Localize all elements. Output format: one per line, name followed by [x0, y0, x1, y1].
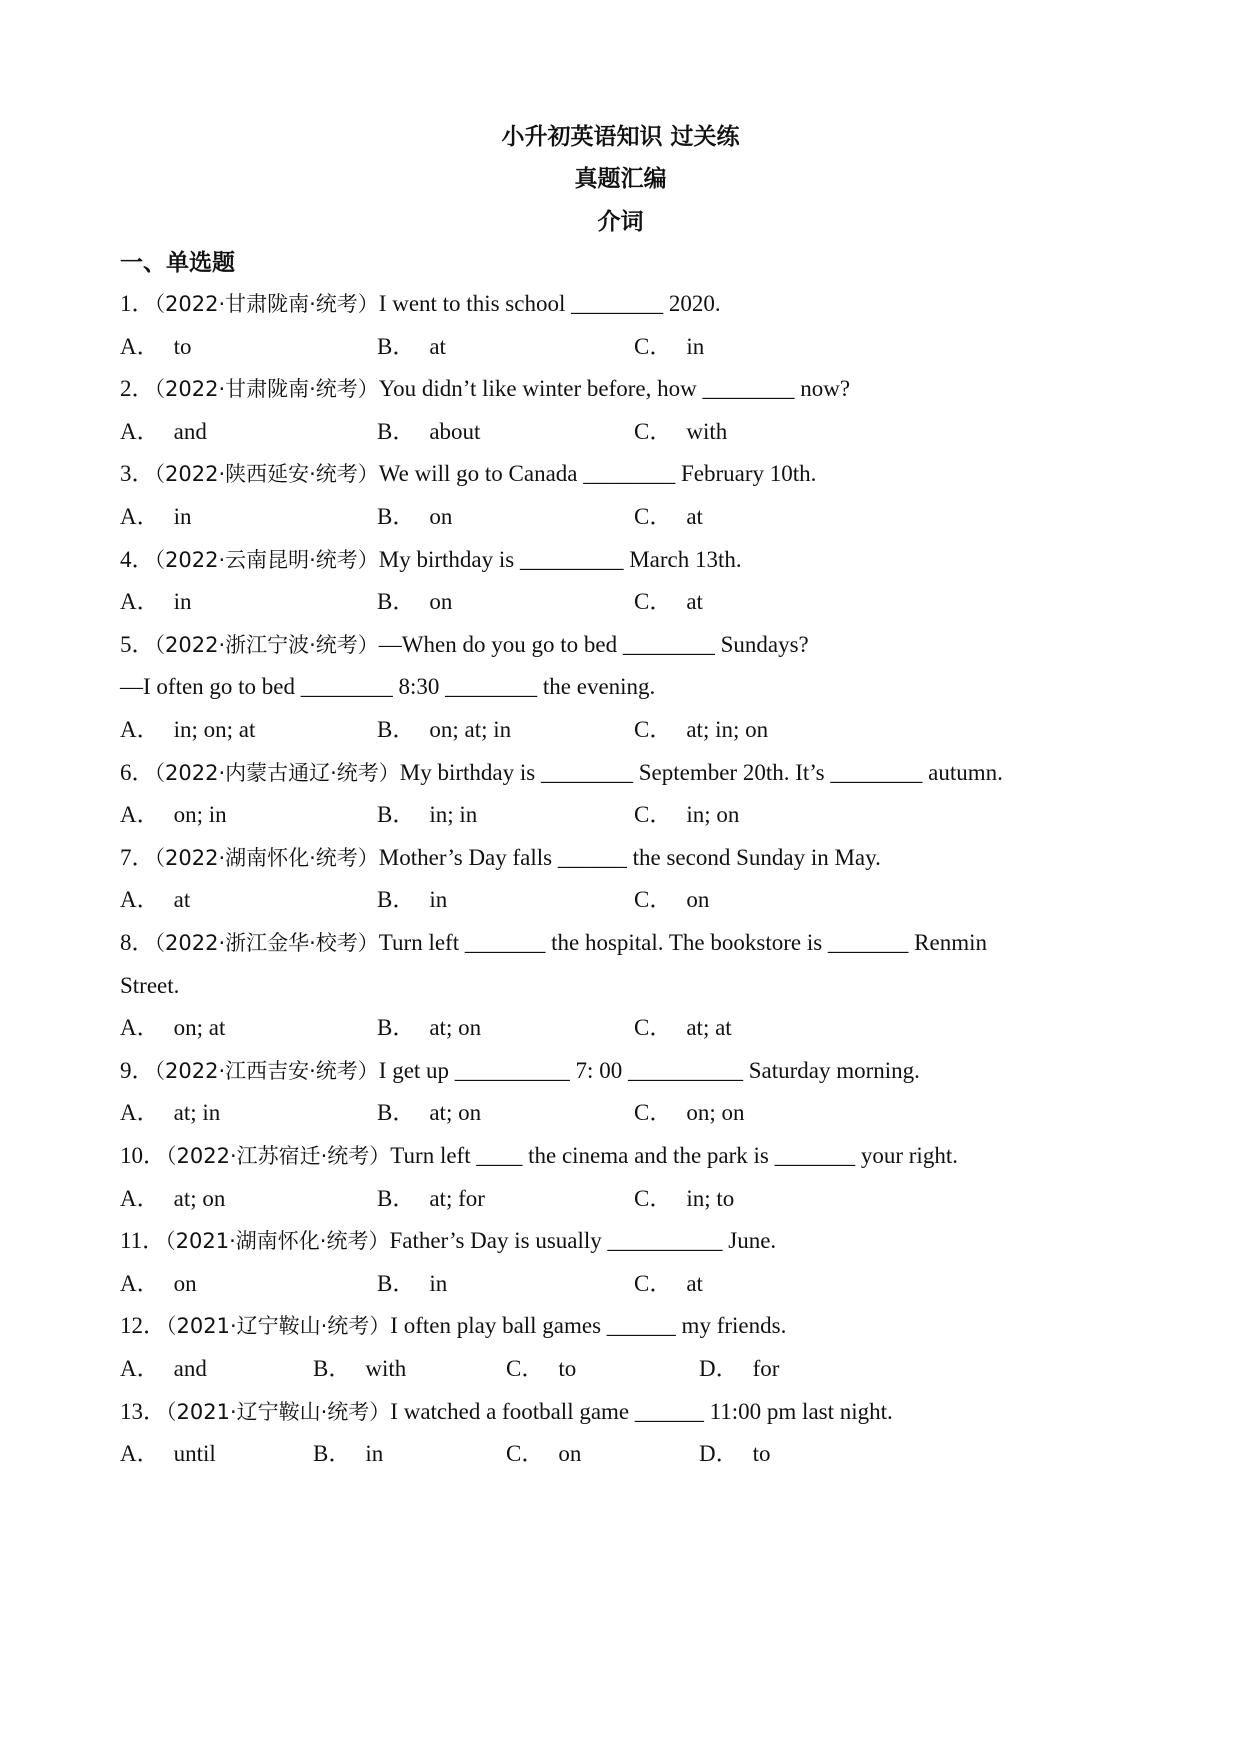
answer-option[interactable]: [377, 885, 447, 915]
question-text: Father’s Day is usually __________ June.: [389, 1228, 777, 1254]
option-label: C．: [506, 1441, 545, 1467]
option-label: C．: [634, 333, 673, 359]
answer-option[interactable]: [377, 1098, 481, 1128]
answer-option[interactable]: [377, 1013, 481, 1043]
option-label: A．: [120, 589, 160, 615]
option-label: B．: [377, 589, 416, 615]
answer-option[interactable]: [506, 1354, 576, 1384]
question-source: （2022·云南昆明·统考）: [154, 547, 379, 572]
option-text: in: [429, 1270, 448, 1296]
answer-option[interactable]: [120, 1354, 207, 1384]
question-source: （2021·辽宁鞍山·统考）: [166, 1314, 391, 1339]
answer-option[interactable]: [120, 885, 190, 915]
question-text: My birthday is _________ March 13th.: [378, 546, 742, 572]
answer-option[interactable]: [634, 885, 709, 915]
option-label: A．: [120, 418, 160, 444]
option-label: B．: [377, 1100, 416, 1126]
option-text: on: [429, 504, 453, 529]
answer-option[interactable]: [377, 417, 480, 447]
option-label: C．: [634, 418, 673, 444]
option-label: C．: [634, 887, 673, 913]
option-text: in: [429, 887, 448, 913]
answer-option[interactable]: [120, 332, 192, 362]
option-text: on; at: [173, 1015, 226, 1041]
option-label: B．: [377, 1185, 416, 1211]
answer-option[interactable]: [120, 1269, 197, 1299]
answer-option[interactable]: [634, 587, 703, 617]
option-text: to: [558, 1356, 577, 1381]
question-number: 7．: [120, 844, 155, 870]
question-stem: [120, 459, 1130, 489]
option-text: on; at; in: [429, 717, 512, 742]
option-text: at; in: [173, 1100, 221, 1126]
option-text: at; for: [429, 1185, 485, 1211]
question-number: 13．: [120, 1398, 166, 1424]
option-label: B．: [377, 333, 416, 359]
option-text: at: [686, 589, 703, 615]
option-text: about: [429, 418, 481, 444]
option-text: at: [686, 504, 703, 529]
topic-title: 介词: [597, 209, 644, 235]
option-label: D．: [699, 1356, 739, 1381]
option-label: A．: [120, 504, 160, 529]
option-label: B．: [377, 504, 416, 529]
question-stem: [120, 1056, 1130, 1086]
option-text: to: [173, 333, 192, 359]
question-number: 1．: [120, 291, 155, 316]
question-number: 4．: [120, 546, 155, 572]
option-text: on; on: [686, 1100, 745, 1126]
answer-option[interactable]: [120, 1439, 216, 1469]
question-source: （2022·甘肃陇南·统考）: [154, 377, 379, 402]
option-label: B．: [377, 717, 416, 742]
option-label: A．: [120, 1356, 160, 1381]
question-text: I get up __________ 7: 00 __________ Saturday morning.: [378, 1057, 920, 1083]
answer-option[interactable]: [634, 715, 768, 745]
option-label: A．: [120, 887, 160, 913]
answer-option[interactable]: [699, 1439, 771, 1469]
question-number: 12．: [120, 1313, 166, 1339]
question-stem: [120, 374, 1130, 404]
option-text: at; on: [429, 1100, 482, 1126]
option-text: at; on: [173, 1185, 226, 1211]
question-source: （2022·江苏宿迁·统考）: [166, 1144, 391, 1168]
option-text: in; to: [686, 1185, 735, 1211]
question-text: My birthday is ________ September 20th. It’s ________ autumn.: [399, 759, 1003, 785]
answer-option[interactable]: [120, 587, 192, 617]
question-stem: [120, 1226, 1130, 1256]
option-label: C．: [634, 802, 673, 828]
option-text: at: [686, 1270, 703, 1296]
question-source: （2022·浙江宁波·统考）: [154, 632, 379, 657]
question-text: Turn left ____ the cinema and the park is _______ your right.: [390, 1143, 958, 1168]
option-text: in; on; at: [173, 717, 256, 742]
option-label: B．: [377, 802, 416, 828]
option-label: C．: [634, 1185, 673, 1211]
question-text: I watched a football game ______ 11:00 pm last night.: [390, 1398, 893, 1424]
section-heading: 一、单选题: [120, 250, 235, 276]
option-label: C．: [634, 717, 673, 742]
option-text: for: [752, 1356, 780, 1381]
option-text: at: [173, 887, 191, 913]
answer-option[interactable]: [120, 715, 255, 745]
question-stem: [120, 545, 1130, 575]
option-text: in: [173, 504, 192, 529]
option-label: A．: [120, 1185, 160, 1211]
answer-option[interactable]: [377, 502, 452, 532]
option-label: A．: [120, 333, 160, 359]
question-stem: [120, 758, 1130, 788]
option-label: A．: [120, 802, 160, 828]
question-text: I often play ball games ______ my friends.: [390, 1313, 787, 1339]
option-text: until: [173, 1441, 216, 1467]
option-text: in; in: [429, 802, 478, 828]
option-text: with: [686, 418, 728, 444]
question-text-continued: Street.: [120, 972, 180, 998]
option-text: on: [558, 1441, 582, 1467]
question-source: （2022·江西吉安·统考）: [154, 1058, 379, 1083]
option-text: to: [752, 1441, 771, 1467]
answer-option[interactable]: [506, 1439, 581, 1469]
answer-option[interactable]: [120, 1098, 220, 1128]
option-label: B．: [377, 887, 416, 913]
answer-option[interactable]: [377, 1184, 485, 1214]
answer-option[interactable]: [313, 1439, 383, 1469]
question-stem: [120, 1397, 1130, 1427]
answer-option[interactable]: [377, 1269, 447, 1299]
answer-option[interactable]: [634, 1184, 734, 1214]
question-text-continued: —I often go to bed ________ 8:30 ________ the evening.: [120, 674, 656, 700]
question-text: You didn’t like winter before, how ________ now?: [378, 376, 851, 402]
option-label: A．: [120, 1015, 160, 1041]
option-label: A．: [120, 1441, 160, 1467]
option-label: A．: [120, 717, 160, 742]
document-title: 小升初英语知识 过关练: [501, 124, 740, 150]
option-label: A．: [120, 1270, 160, 1296]
question-source: （2022·湖南怀化·统考）: [154, 845, 379, 870]
option-text: and: [173, 418, 207, 444]
question-stem: [120, 928, 1130, 958]
answer-option[interactable]: [377, 715, 511, 745]
answer-option[interactable]: [377, 587, 452, 617]
answer-option[interactable]: [699, 1354, 779, 1384]
answer-option[interactable]: [120, 1013, 225, 1043]
option-label: C．: [634, 504, 673, 529]
option-text: at; in; on: [686, 717, 769, 742]
question-text: Mother’s Day falls ______ the second Sunday in May.: [378, 844, 881, 870]
option-label: B．: [313, 1356, 352, 1381]
answer-option[interactable]: [634, 800, 739, 830]
option-label: B．: [377, 1270, 416, 1296]
answer-option[interactable]: [377, 800, 477, 830]
question-source: （2022·陕西延安·统考）: [154, 462, 379, 487]
option-text: at: [429, 333, 446, 359]
question-number: 9．: [120, 1057, 155, 1083]
answer-option[interactable]: [313, 1354, 406, 1384]
answer-option[interactable]: [634, 332, 704, 362]
option-text: on; in: [173, 802, 227, 828]
option-label: A．: [120, 1100, 160, 1126]
option-text: at; on: [429, 1015, 482, 1041]
answer-option[interactable]: [634, 502, 703, 532]
option-text: in: [173, 589, 192, 615]
answer-option[interactable]: [634, 1013, 732, 1043]
option-label: C．: [634, 589, 673, 615]
option-text: on: [173, 1270, 197, 1296]
question-text: Turn left _______ the hospital. The bookstore is _______ Renmin: [378, 930, 987, 955]
answer-option[interactable]: [120, 1184, 225, 1214]
question-source: （2021·湖南怀化·统考）: [165, 1229, 390, 1254]
option-label: B．: [313, 1441, 352, 1467]
question-number: 2．: [120, 376, 155, 402]
question-text: —When do you go to bed ________ Sundays?: [378, 631, 809, 657]
question-source: （2022·内蒙古通辽·统考）: [154, 760, 400, 785]
question-stem: [120, 289, 1130, 319]
option-text: with: [365, 1356, 407, 1381]
question-source: （2022·甘肃陇南·统考）: [154, 292, 379, 316]
answer-option[interactable]: [377, 332, 446, 362]
option-label: D．: [699, 1441, 739, 1467]
question-stem: [120, 630, 1130, 660]
answer-option[interactable]: [120, 502, 192, 532]
option-text: in: [365, 1441, 384, 1467]
document-subtitle: 真题汇编: [574, 166, 667, 192]
question-source: （2022·浙江金华·校考）: [154, 931, 379, 955]
question-number: 10．: [120, 1143, 166, 1168]
question-stem: [120, 1311, 1130, 1341]
option-label: C．: [506, 1356, 545, 1381]
answer-option[interactable]: [634, 1098, 744, 1128]
question-text: We will go to Canada ________ February 10th.: [378, 461, 817, 487]
question-number: 3．: [120, 461, 155, 487]
question-number: 11．: [120, 1228, 166, 1254]
question-number: 8．: [120, 930, 155, 955]
answer-option[interactable]: [634, 417, 727, 447]
question-stem: [120, 1141, 1130, 1171]
answer-option[interactable]: [634, 1269, 703, 1299]
option-text: in: [686, 333, 705, 359]
question-text: I went to this school ________ 2020.: [378, 291, 721, 316]
question-stem: [120, 843, 1130, 873]
option-text: at; at: [686, 1015, 732, 1041]
answer-option[interactable]: [120, 417, 207, 447]
option-label: B．: [377, 1015, 416, 1041]
option-text: on: [429, 589, 453, 615]
option-text: in; on: [686, 802, 740, 828]
option-label: C．: [634, 1100, 673, 1126]
question-source: （2021·辽宁鞍山·统考）: [166, 1399, 391, 1424]
option-label: C．: [634, 1270, 673, 1296]
option-label: B．: [377, 418, 416, 444]
option-text: on: [686, 887, 710, 913]
question-number: 5．: [120, 631, 155, 657]
question-number: 6．: [120, 759, 155, 785]
answer-option[interactable]: [120, 800, 227, 830]
option-text: and: [173, 1356, 207, 1381]
option-label: C．: [634, 1015, 673, 1041]
